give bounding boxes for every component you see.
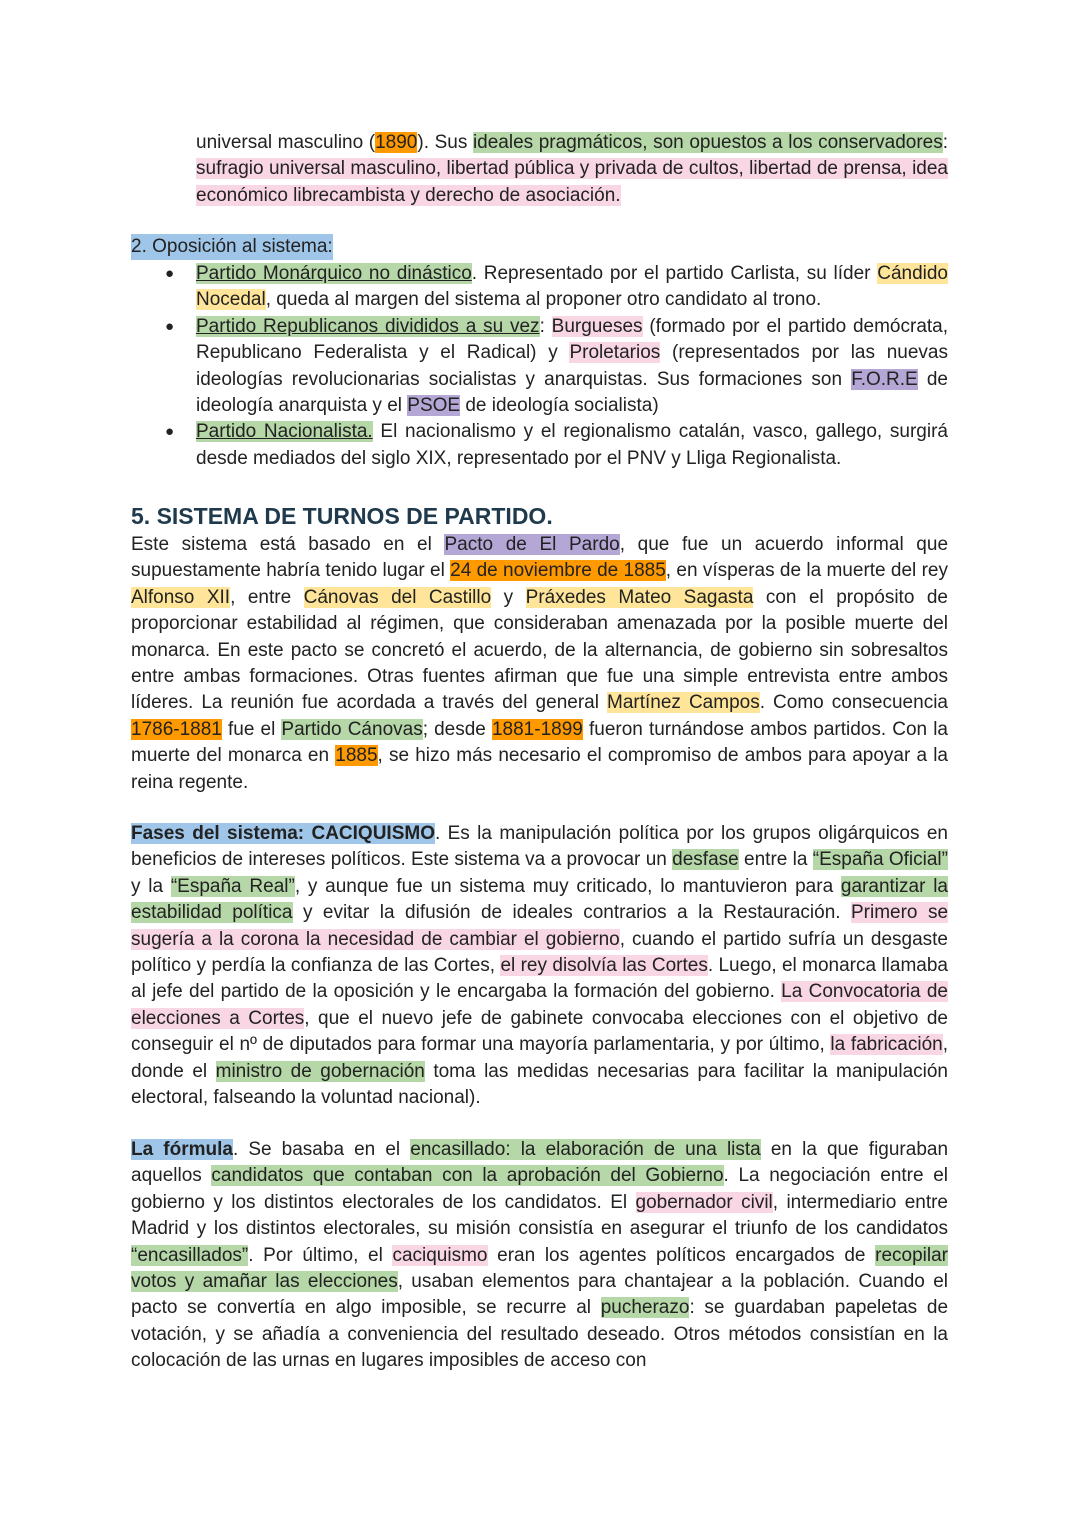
list-item: [165, 419, 948, 472]
body-text: y la: [131, 875, 171, 897]
body-text: , se hizo más necesario el compromiso de ambos para apoyar a la reina regente.: [131, 745, 948, 793]
item-text: El nacionalismo y el regionalismo catalán, vasco, gallego, surgirá desde mediados del siglo XIX, representado por el PNV y Lliga Regionalista.: [196, 421, 948, 469]
body-text: . Se basaba en el: [232, 1139, 411, 1160]
item-title: Partido Monárquico no dinástico: [196, 263, 472, 284]
highlight-range1: 1786-1881: [131, 718, 222, 740]
intro-text: :: [942, 132, 949, 153]
body-text: y evitar la difusión de ideales contrarios a la Restauración.: [292, 902, 851, 924]
highlight-garantizar: garantizar la estabilidad política: [131, 875, 948, 924]
item-text: de ideología socialista): [460, 395, 659, 417]
body-text: , cuando el partido sufría un desgaste político y perdía la confianza de las Cortes,: [131, 928, 948, 977]
highlight-date: 24 de noviembre de 1885: [450, 560, 666, 582]
highlight-rights: sufragio universal masculino, libertad pública y privada de cultos, libertad de prensa, idea económico librecambista y derecho de asociación.: [196, 158, 948, 206]
highlight-convocatoria: La Convocatoria de elecciones a Cortes: [131, 981, 948, 1029]
body-text: . Luego, el monarca llamaba al jefe del partido de la oposición y le encargaba la formación del gobierno.: [131, 955, 949, 1003]
highlight-proletarios: Proletarios: [569, 342, 661, 364]
highlight-pragmatic: ideales pragmáticos, son opuestos a los conservadores: [472, 132, 943, 153]
body-text: entre la: [738, 849, 813, 871]
highlight-desfase: desfase: [672, 849, 739, 871]
intro-text: ). Sus: [417, 132, 473, 153]
highlight-oficial: “España Oficial”: [812, 849, 948, 871]
highlight-primero: Primero se sugería a la corona la necesidad de cambiar el gobierno: [131, 902, 949, 950]
body-text: Este sistema está basado en el: [131, 534, 445, 555]
highlight-partido: Partido Cánovas: [281, 718, 423, 740]
highlight-burgueses: Burgueses: [551, 315, 643, 337]
body-text: fueron turnándose ambos partidos. Con la muerte del monarca en: [131, 718, 949, 767]
body-text: , y aunque fue un sistema muy criticado, lo mantuvieron para: [294, 875, 841, 897]
highlight-leader: Cándido Nocedal: [196, 263, 948, 311]
list-item: [165, 261, 948, 314]
highlight-fore: F.O.R.E: [851, 368, 918, 390]
item-text: :: [539, 315, 552, 337]
body-text: en la que figuraban aquellos: [131, 1139, 949, 1187]
body-text: , intermediario entre Madrid y los distintos electorales, su misión consistía en asegurar el triunfo de los candidatos: [131, 1191, 948, 1240]
item-text: . Representado por el partido Carlista, su líder: [471, 263, 878, 284]
highlight-martinez: Martínez Campos: [607, 692, 760, 714]
section-heading: 5. SISTEMA DE TURNOS DE PARTIDO.: [131, 503, 553, 529]
item-text: (representados por las nuevas ideologías revolucionarias socialistas y anarquistas. Sus formaciones son: [196, 342, 948, 390]
body-text: , que el nuevo jefe de gabinete convocaba elecciones con el objetivo de conseguir el nº de diputados para formar una mayoría parlamentaria, y por último,: [131, 1007, 948, 1056]
highlight-psoe: PSOE: [407, 395, 461, 417]
body-text: . La negociación entre el gobierno y los distintos electorales de los candidatos. El: [131, 1165, 948, 1213]
body-text: . Como consecuencia: [759, 692, 948, 714]
body-text: fue el: [221, 718, 282, 740]
highlight-range2: 1881-1899: [491, 718, 583, 740]
item-title: Partido Nacionalista.: [196, 421, 373, 443]
highlight-alfonso: Alfonso XII: [131, 586, 231, 608]
body-text: . Es la manipulación política por los grupos oligárquicos en beneficios de intereses políticos. Este sistema va a provocar un: [131, 823, 948, 871]
highlight-year: 1890: [375, 132, 418, 153]
body-text: , entre: [230, 586, 304, 608]
highlight-encasillado: encasillado: la elaboración de una lista: [410, 1139, 761, 1160]
highlight-disolvia: el rey disolvía las Cortes: [500, 955, 708, 977]
formula-paragraph: [131, 1137, 948, 1375]
highlight-fabricacion: la fabricación: [830, 1034, 943, 1056]
bullet-icon: ●: [165, 317, 175, 335]
item-title: Partido Republicanos divididos a su vez: [196, 315, 540, 337]
highlight-gobernador: gobernador civil: [635, 1191, 773, 1213]
highlight-pucherazo: pucherazo: [600, 1297, 690, 1319]
highlight-recopilar: recopilar votos y amañar las elecciones: [131, 1244, 949, 1293]
highlight-encasillados: “encasillados”: [131, 1244, 249, 1266]
intro-paragraph: [196, 130, 948, 209]
body-text: eran los agentes políticos encargados de: [487, 1244, 876, 1266]
body-text: y: [491, 586, 526, 608]
highlight-sagasta: Práxedes Mateo Sagasta: [525, 586, 754, 608]
body-text: , usaban elementos para chantajear a la población. Cuando el pacto se convertía en algo imposible, se recurre al: [131, 1271, 948, 1319]
body-text: , que fue un acuerdo informal que supuestamente habría tenido lugar el: [131, 534, 949, 582]
highlight-year: 1885: [335, 745, 378, 767]
highlight-real: “España Real”: [170, 875, 295, 897]
bullet-icon: ●: [165, 265, 175, 282]
intro-text: universal masculino (: [196, 132, 376, 153]
body-text: , en vísperas de la muerte del rey: [665, 560, 948, 582]
body-text: . Por último, el: [248, 1244, 393, 1266]
item-text: , queda al margen del sistema al proponer otro candidato al trono.: [265, 289, 822, 311]
highlight-pacto: Pacto de El Pardo: [444, 534, 620, 555]
body-text: con el propósito de proporcionar estabilidad al régimen, que consideraban amenazada por la posible muerte del monarca. En este pacto se concretó el acuerdo, de la alternancia, de gobierno sin sobresaltos entre ambas formaciones. Otras fuentes afirman que fue una simple entrevista entre ambos líderes. La reunión fue acordada a través del general: [131, 586, 948, 714]
body-text: ; desde: [422, 718, 492, 740]
highlight-caciquismo: caciquismo: [392, 1244, 488, 1266]
body-text: : se guardaban papeletas de votación, y se añadía a conveniencia del resultado deseado. Otros métodos consistían en la colocación de las urnas en lugares imposibles de acceso con: [131, 1297, 949, 1372]
opposition-heading: 2. Oposición al sistema:: [131, 234, 333, 260]
fases-paragraph: [131, 821, 948, 1111]
highlight-canovas: Cánovas del Castillo: [303, 586, 492, 608]
section5-paragraph: [131, 532, 948, 796]
item-text: de ideología anarquista y el: [196, 368, 948, 417]
formula-heading: La fórmula: [131, 1139, 233, 1160]
body-text: , donde el: [131, 1034, 949, 1082]
body-text: toma las medidas necesarias para facilitar la manipulación electoral, falseando la voluntad nacional).: [131, 1060, 948, 1109]
list-item: [165, 314, 949, 420]
opposition-list: [165, 261, 949, 472]
bullet-icon: ●: [165, 423, 175, 441]
highlight-candidatos: candidatos que contaban con la aprobación del Gobierno: [211, 1165, 724, 1187]
highlight-ministro: ministro de gobernación: [215, 1060, 425, 1082]
fases-heading: Fases del sistema: CACIQUISMO: [131, 823, 435, 844]
item-text: (formado por el partido demócrata, Republicano Federalista y el Radical) y: [196, 315, 949, 364]
